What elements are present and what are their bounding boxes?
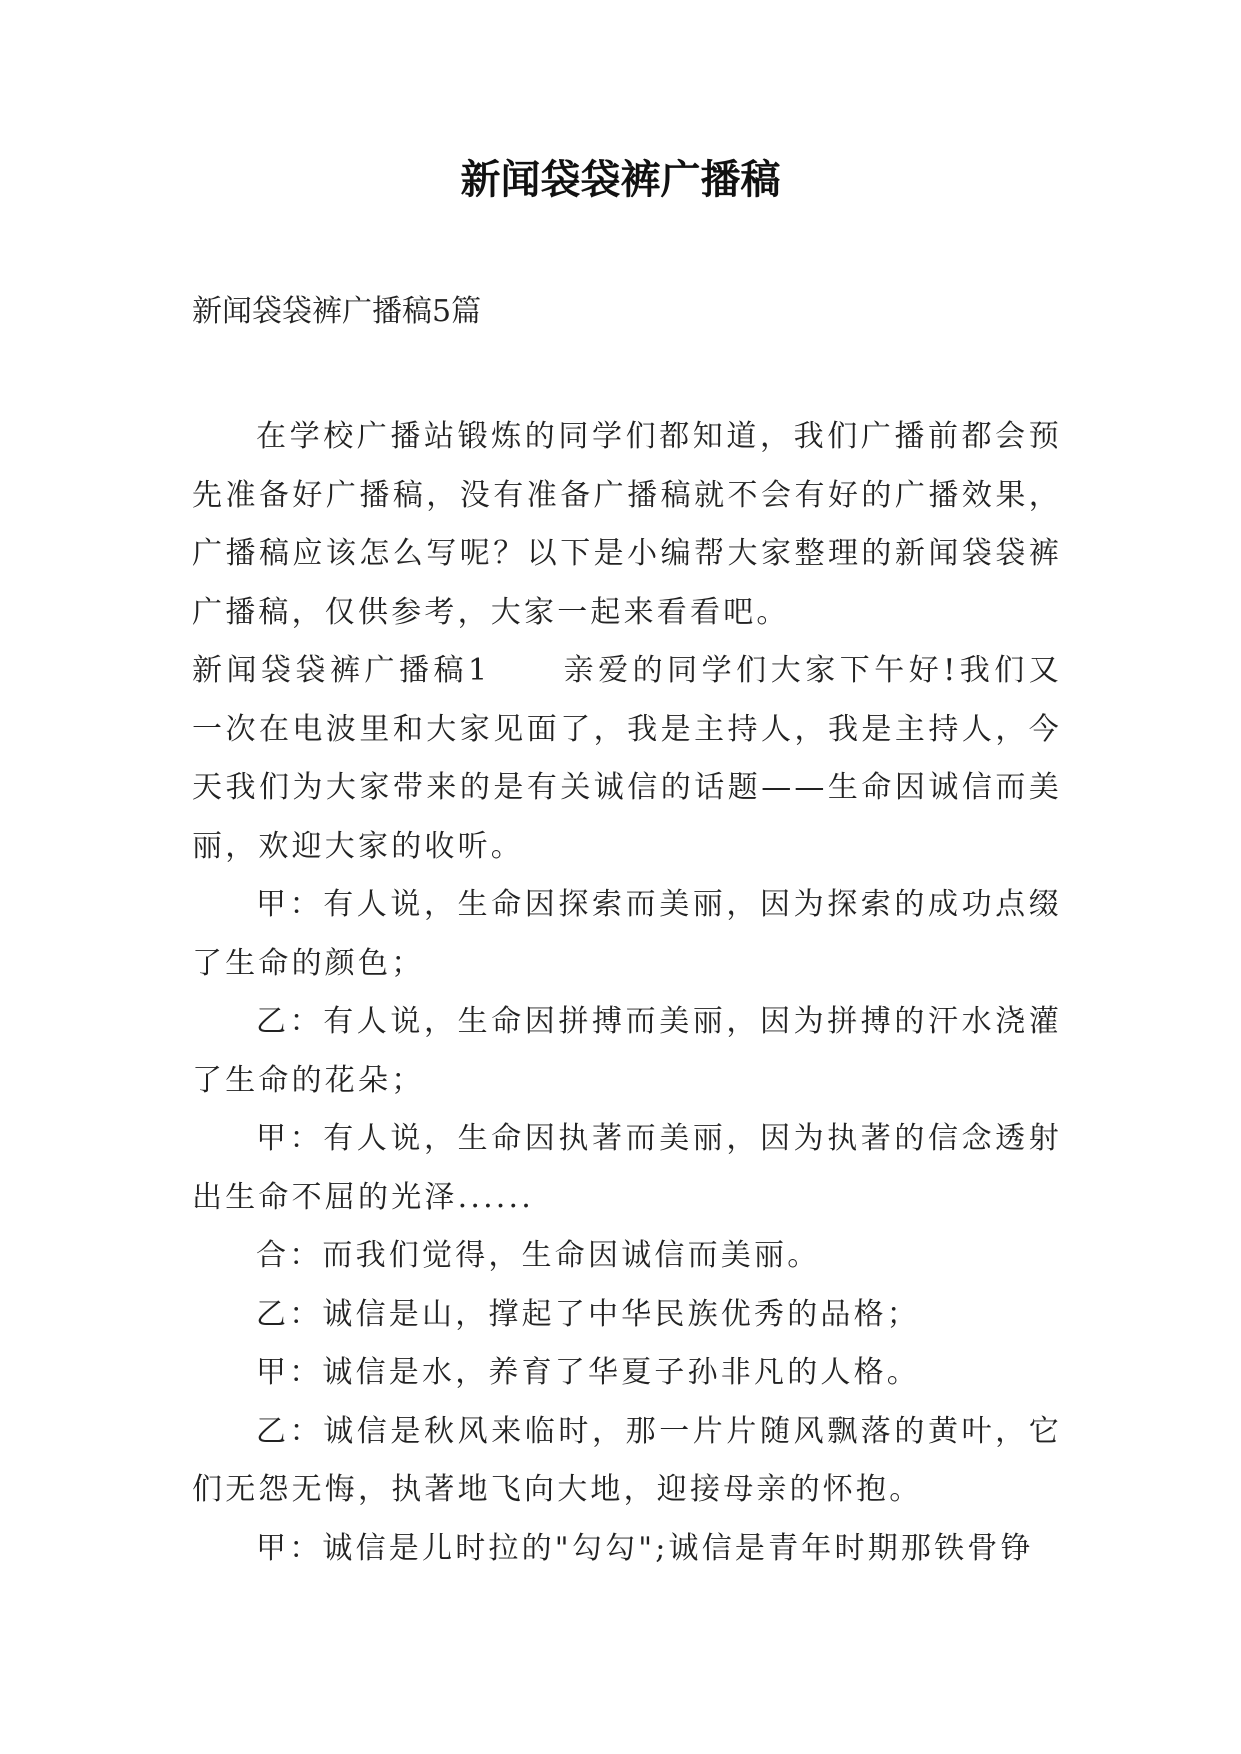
- article-1-heading: 新闻袋袋裤广播稿1: [192, 653, 491, 688]
- document-title: 新闻袋袋裤广播稿: [460, 156, 781, 203]
- dialogue-line: 甲：诚信是水，养育了华夏子孙非凡的人格。: [256, 1355, 920, 1390]
- dialogue-line: 甲：有人说，生命因探索而美丽，因为探索的成功点缀了生命的颜色；: [192, 887, 1062, 981]
- intro-paragraph: 在学校广播站锻炼的同学们都知道，我们广播前都会预先准备好广播稿，没有准备广播稿就不会有好的广播效果，广播稿应该怎么写呢？以下是小编帮大家整理的新闻袋袋裤广播稿，仅供参考，大家一起来看看吧。: [192, 419, 1062, 630]
- document-body: [192, 408, 1062, 1578]
- dialogue-line: 甲：有人说，生命因执著而美丽，因为执著的信念透射出生命不屈的光泽......: [192, 1121, 1062, 1215]
- article-1-paragraph: [192, 642, 1062, 876]
- dialogue-line: 乙：诚信是山，撑起了中华民族优秀的品格；: [256, 1296, 920, 1332]
- document-subtitle: 新闻袋袋裤广播稿5篇: [192, 294, 482, 329]
- article-1-opening: 亲爱的同学们大家下午好!我们又一次在电波里和大家见面了，我是主持人，我是主持人，今天我们为大家带来的是有关诚信的话题——生命因诚信而美丽，欢迎大家的收听。: [192, 653, 1062, 864]
- dialogue-line: 乙：有人说，生命因拼搏而美丽，因为拼搏的汗水浇灌了生命的花朵；: [192, 1004, 1062, 1098]
- dialogue-line: 合：而我们觉得，生命因诚信而美丽。: [256, 1238, 821, 1273]
- dialogue-line: 乙：诚信是秋风来临时，那一片片随风飘落的黄叶，它们无怨无悔，执著地飞向大地，迎接母亲的怀抱。: [192, 1413, 1062, 1507]
- dialogue-line: 甲：诚信是儿时拉的"勾勾";诚信是青年时期那铁骨铮: [256, 1530, 1034, 1566]
